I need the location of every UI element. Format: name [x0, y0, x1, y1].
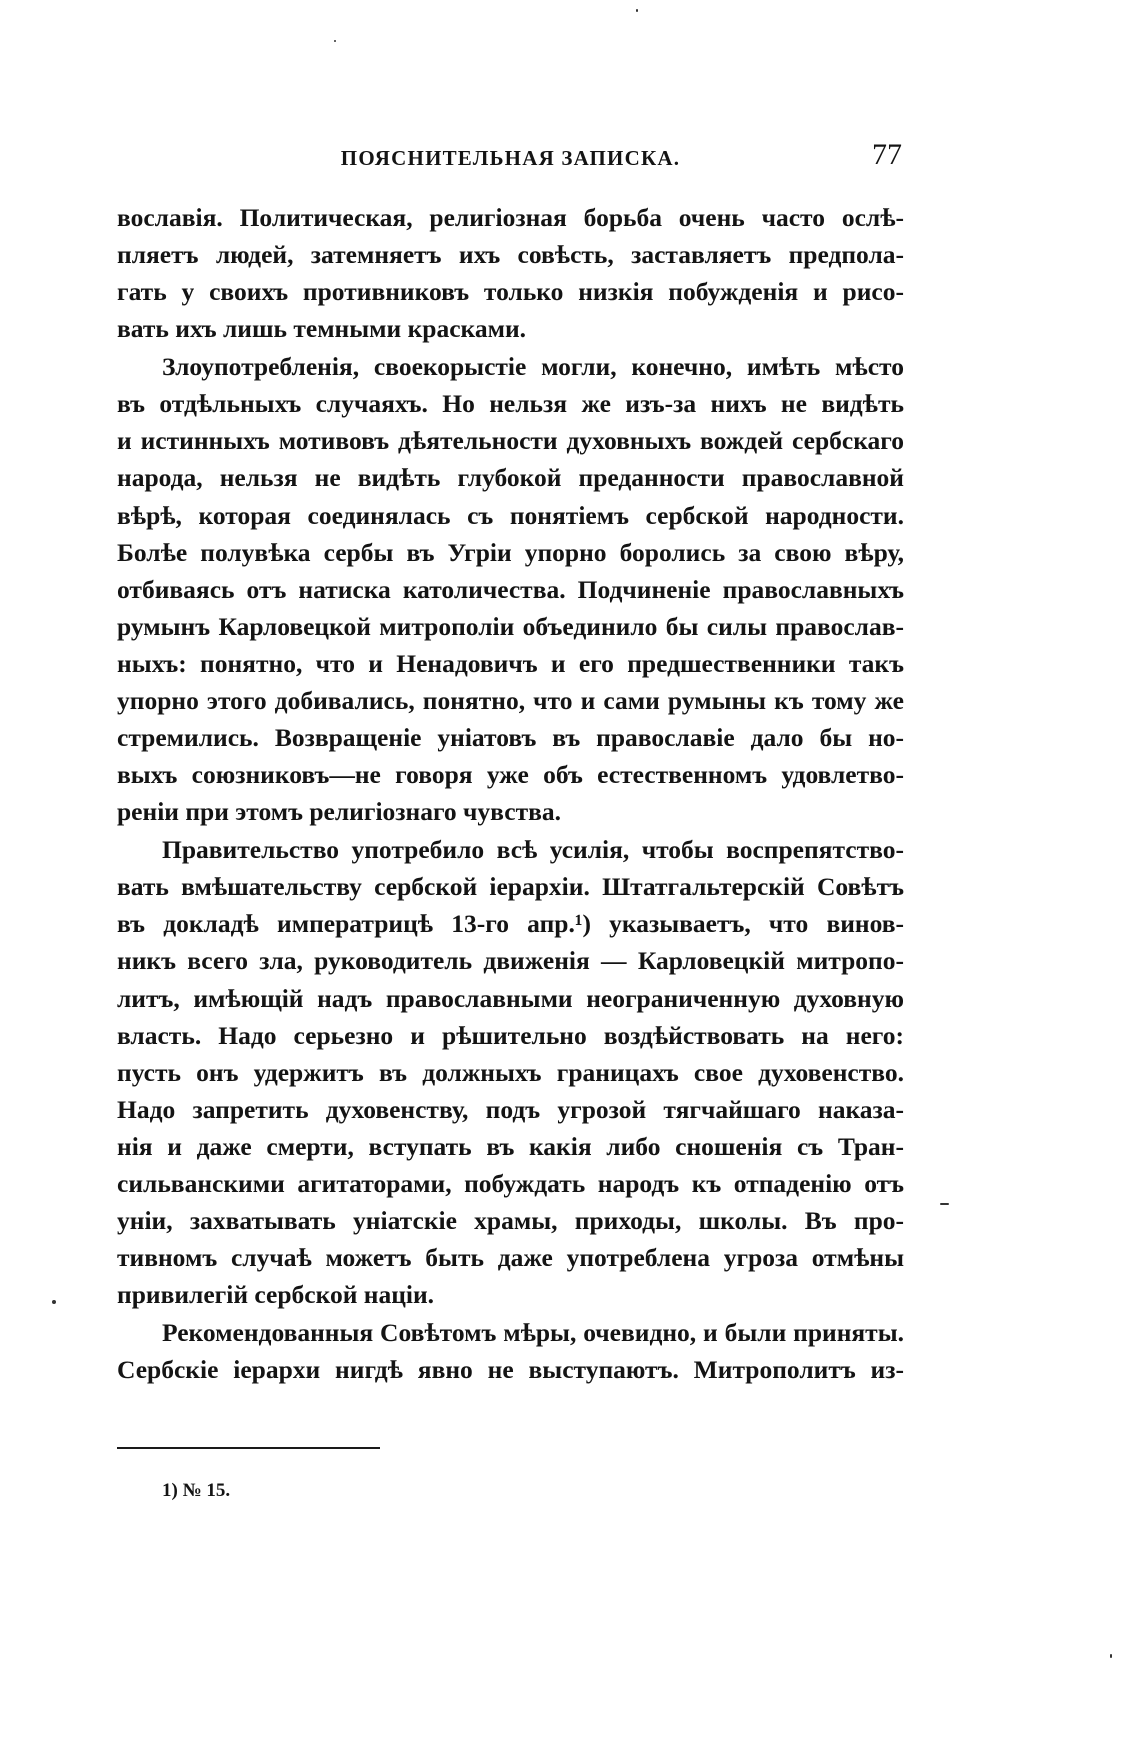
text-line: Надо запретить духовенству, подъ угрозой тягчайшаго наказа- — [117, 1094, 904, 1124]
text-line: отбиваясь отъ натиска католичества. Подчиненіе православныхъ — [117, 574, 904, 604]
text-line: вославія. Политическая, религіозная борьба очень часто ослѣ- — [117, 203, 904, 232]
footnote: 1) № 15. — [162, 1480, 231, 1501]
text-line: Рекомендованныя Совѣтомъ мѣры, очевидно, и были приняты. — [162, 1318, 904, 1348]
text-line: выхъ союзниковъ—не говоря уже объ естественномъ удовлетво- — [117, 760, 904, 790]
body-text — [117, 199, 904, 1388]
scan-speck — [52, 1300, 56, 1304]
text-line: и истинныхъ мотивовъ дѣятельности духовныхъ вождей сербскаго — [117, 426, 904, 456]
text-line: Правительство употребило всѣ усилія, чтобы воспрепятство- — [162, 835, 904, 865]
text-line: тивномъ случаѣ можетъ быть даже употреблена угроза отмѣны — [117, 1243, 904, 1273]
text-line: гать у своихъ противниковъ только низкія побужденія и рисо- — [117, 277, 904, 307]
text-line: Сербскіе іерархи нигдѣ явно не выступаютъ. Митрополитъ из- — [117, 1355, 904, 1385]
scan-speck — [1110, 1654, 1112, 1658]
page-number: 77 — [872, 138, 902, 171]
text-line: Злоупотребленія, своекорыстіе могли, конечно, имѣть мѣсто — [162, 352, 904, 382]
text-line: пусть онъ удержитъ въ должныхъ границахъ свое духовенство. — [117, 1057, 904, 1087]
running-title: ПОЯСНИТЕЛЬНАЯ ЗАПИСКА. — [340, 146, 681, 170]
text-line: реніи при этомъ религіознаго чувства. — [117, 797, 561, 827]
text-line: никъ всего зла, руководитель движенія — Карловецкій митропо- — [117, 946, 904, 976]
text-line: вѣрѣ, которая соединялась съ понятіемъ сербской народности. — [117, 500, 904, 530]
text-line: литъ, имѣющій надъ православными неограниченную духовную — [117, 983, 904, 1013]
scan-speck — [940, 1203, 949, 1205]
text-line: Болѣе полувѣка сербы въ Угріи упорно боролись за свою вѣру, — [117, 537, 904, 567]
text-line: упорно этого добивались, понятно, что и сами румыны къ тому же — [117, 686, 904, 716]
text-line: сильванскими агитаторами, побуждать народъ къ отпаденію отъ — [117, 1169, 904, 1199]
text-line: стремились. Возвращеніе уніатовъ въ православіе дало бы но- — [117, 723, 904, 753]
text-line: вать вмѣшательству сербской іерархіи. Штатгальтерскій Совѣтъ — [117, 872, 904, 902]
paragraph — [117, 831, 904, 1313]
running-head — [117, 138, 904, 178]
text-line: пляетъ людей, затемняетъ ихъ совѣсть, заставляетъ предпола- — [117, 240, 904, 270]
paragraph — [117, 348, 904, 830]
scan-speck — [334, 40, 336, 42]
text-line: народа, нельзя не видѣть глубокой преданности православной — [117, 463, 904, 493]
text-line: ныхъ: понятно, что и Ненадовичъ и его предшественники такъ — [117, 648, 904, 678]
text-line: вать ихъ лишь темными красками. — [117, 314, 527, 344]
text-line: въ докладѣ императрицѣ 13-го апр.¹) указываетъ, что винов- — [117, 909, 904, 939]
footnote-rule — [117, 1447, 380, 1449]
text-line: въ отдѣльныхъ случаяхъ. Но нельзя же изъ-за нихъ не видѣть — [117, 389, 904, 419]
text-line: уніи, захватывать уніатскіе храмы, приходы, школы. Въ про- — [117, 1206, 904, 1236]
scan-speck — [636, 9, 638, 12]
text-line: нія и даже смерти, вступать въ какія либо сношенія съ Тран- — [117, 1131, 904, 1161]
paragraph — [117, 199, 904, 347]
text-line: румынъ Карловецкой митрополіи объединило бы силы православ- — [117, 611, 904, 641]
text-line: привилегій сербской націи. — [117, 1280, 435, 1310]
text-line: власть. Надо серьезно и рѣшительно воздѣйствовать на него: — [117, 1020, 904, 1050]
paragraph — [117, 1314, 904, 1388]
